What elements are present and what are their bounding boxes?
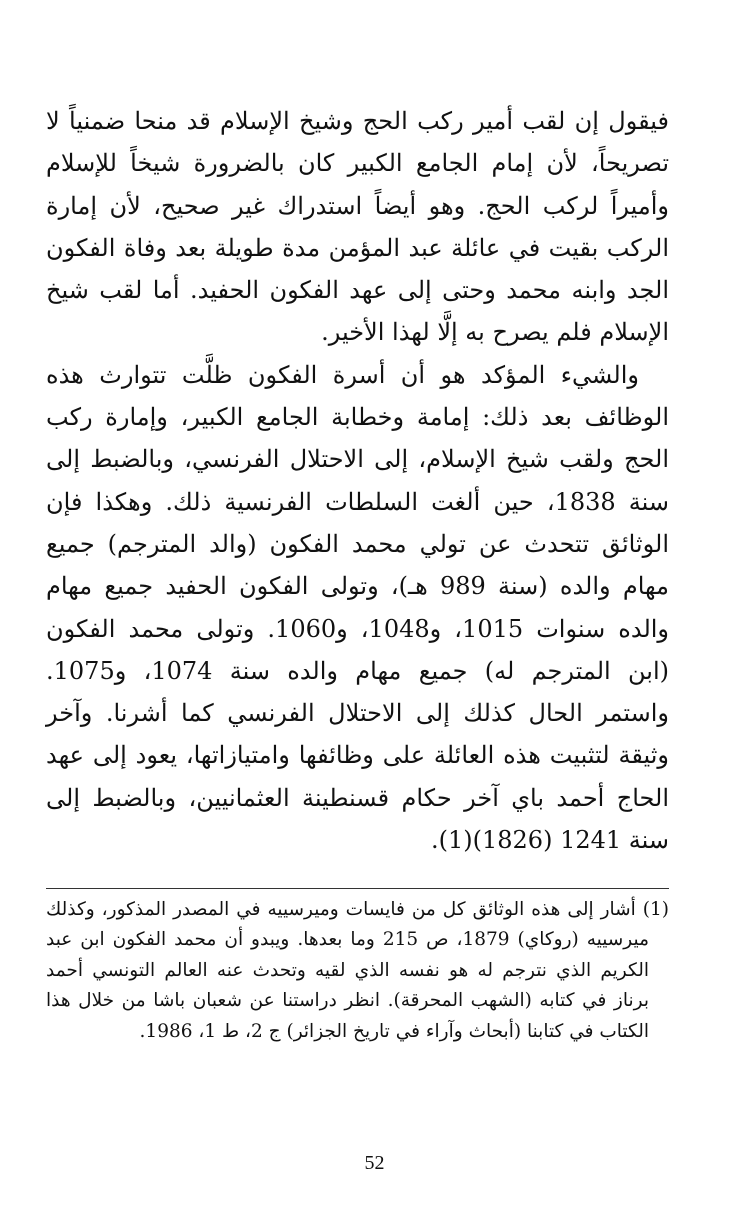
footnote bbox=[46, 895, 669, 1047]
footnote-divider bbox=[46, 888, 669, 889]
page-number: 52 bbox=[364, 1152, 385, 1174]
paragraph-1: فيقول إن لقب أمير ركب الحج وشيخ الإسلام قد منحا ضمنياً لا تصريحاً، لأن إمام الجامع الكبير كان بالضرورة شيخاً للإسلام وأميراً لركب الحج. وهو أيضاً استدراك غير صحيح، لأن إمارة الركب بقيت في عائلة عبد المؤمن مدة طويلة بعد وفاة الفكون الجد وابنه محمد وحتى إلى عهد الفكون الحفيد. أما لقب شيخ الإسلام فلم يصرح به إلَّا لهذا الأخير. bbox=[46, 107, 669, 347]
footnote-text: (1) أشار إلى هذه الوثائق كل من فايسات وميرسييه في المصدر المذكور، وكذلك ميرسييه (روكاي) 1879، ص 215 وما بعدها. ويبدو أن محمد الفكون ابن عبد الكريم الذي نترجم له هو نفسه الذي لقيه وتحدث عنه العالم التونسي أحمد برناز في كتابه (الشهب المحرقة). انظر دراستنا عن شعبان باشا من خلال هذا الكتاب في كتابنا (أبحاث وآراء في تاريخ الجزائر) ج 2، ط 1، 1986. bbox=[46, 899, 669, 1042]
paragraph-2: والشيء المؤكد هو أن أسرة الفكون ظلَّت تتوارث هذه الوظائف بعد ذلك: إمامة وخطابة الجامع الكبير، وإمارة ركب الحج ولقب شيخ الإسلام، إلى الاحتلال الفرنسي، وبالضبط إلى سنة 1838، حين ألغت السلطات الفرنسية ذلك. وهكذا فإن الوثائق تتحدث عن تولي محمد الفكون (والد المترجم) جميع مهام والده (سنة 989 هـ)، وتولى الفكون الحفيد جميع مهام والده سنوات 1015، و1048، و1060. وتولى محمد الفكون (ابن المترجم له) جميع مهام والده سنة 1074، و1075. واستمر الحال كذلك إلى الاحتلال الفرنسي كما أشرنا. وآخر وثيقة لتثبيت هذه العائلة على وظائفها وامتيازاتها، يعود إلى عهد الحاج أحمد باي آخر حكام قسنطينة العثمانيين، وبالضبط إلى سنة 1241 (1826)(1). bbox=[46, 360, 670, 855]
main-text bbox=[46, 100, 669, 861]
